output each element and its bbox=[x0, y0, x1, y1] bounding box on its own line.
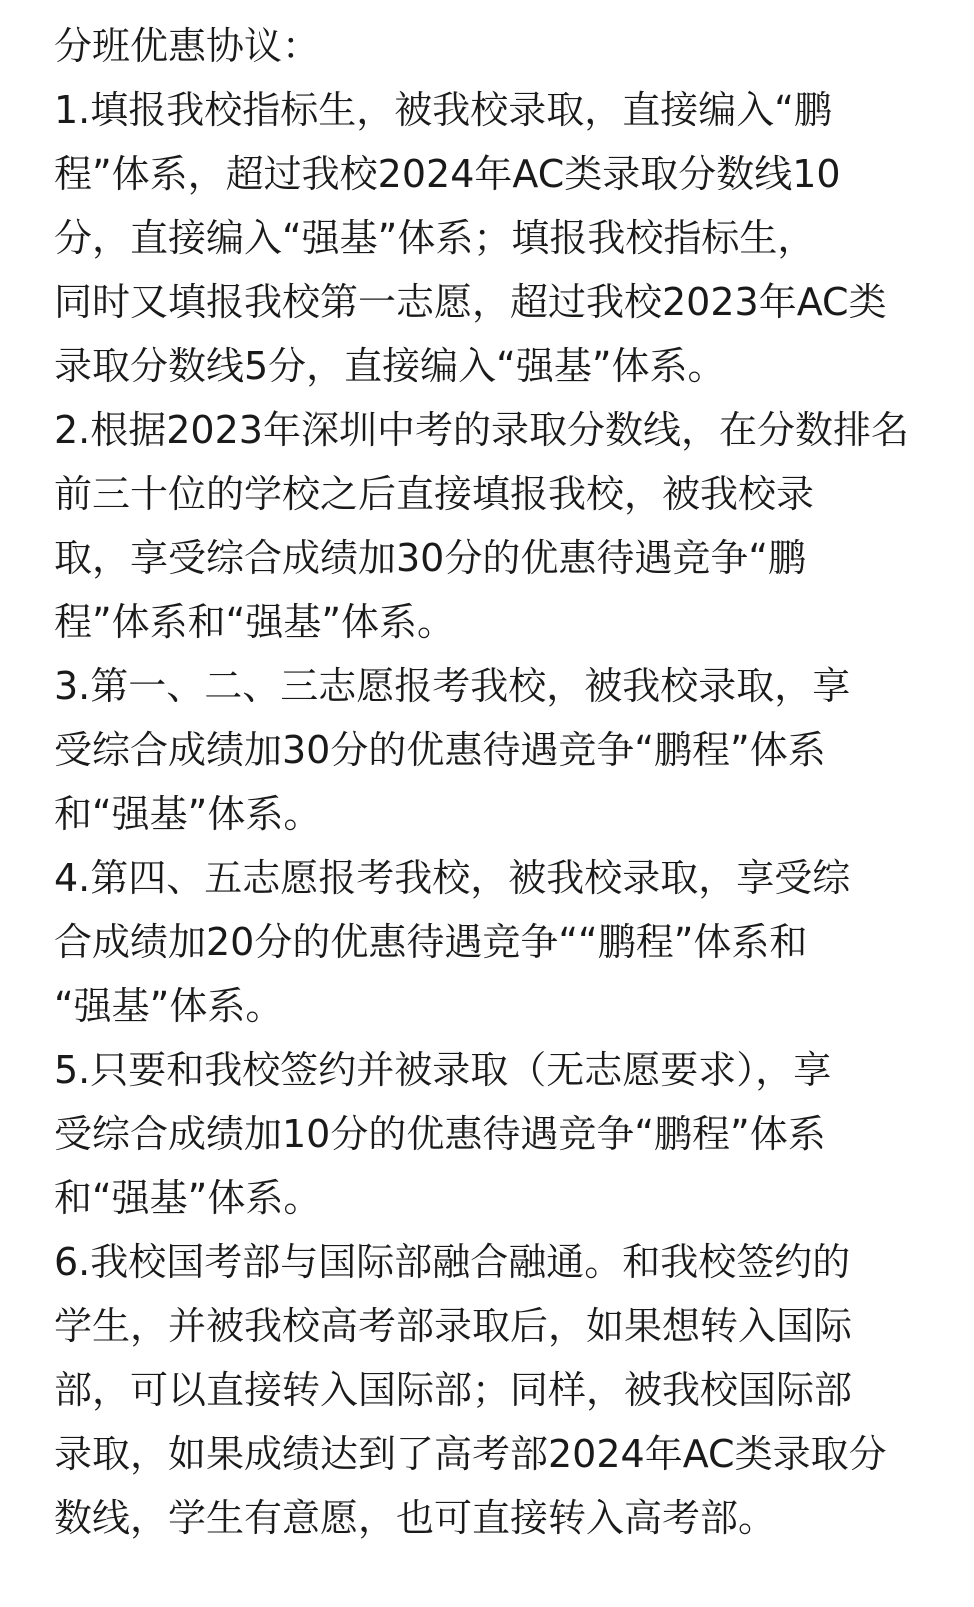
doc-line: 录取分数线5分，直接编入“强基”体系。 bbox=[54, 344, 726, 388]
doc-line: 录取，如果成绩达到了高考部2024年AC类录取分 bbox=[54, 1432, 887, 1476]
doc-line: 合成绩加20分的优惠待遇竞争““鹏程”体系和 bbox=[54, 920, 808, 964]
doc-line: 数线，学生有意愿，也可直接转入高考部。 bbox=[54, 1496, 777, 1540]
doc-line: 3.第一、二、三志愿报考我校，被我校录取，享 bbox=[54, 664, 851, 708]
doc-line: 受综合成绩加30分的优惠待遇竞争“鹏程”体系 bbox=[54, 728, 826, 772]
doc-line: 4.第四、五志愿报考我校，被我校录取，享受综 bbox=[54, 856, 851, 900]
doc-line: 5.只要和我校签约并被录取（无志愿要求），享 bbox=[54, 1048, 832, 1092]
doc-line: 和“强基”体系。 bbox=[54, 1176, 322, 1220]
doc-line: 同时又填报我校第一志愿，超过我校2023年AC类 bbox=[54, 280, 887, 324]
doc-line: 部，可以直接转入国际部；同样，被我校国际部 bbox=[54, 1368, 853, 1412]
doc-line: 学生，并被我校高考部录取后，如果想转入国际 bbox=[54, 1304, 853, 1348]
doc-heading: 分班优惠协议： bbox=[54, 24, 321, 68]
doc-line: 分，直接编入“强基”体系；填报我校指标生， bbox=[54, 216, 816, 260]
doc-line: 和“强基”体系。 bbox=[54, 792, 322, 836]
doc-line: 1.填报我校指标生，被我校录取，直接编入“鹏 bbox=[54, 88, 832, 132]
doc-line: 前三十位的学校之后直接填报我校，被我校录 bbox=[54, 472, 815, 516]
doc-line: 2.根据2023年深圳中考的录取分数线，在分数排名 bbox=[54, 408, 909, 452]
doc-line: 6.我校国考部与国际部融合融通。和我校签约的 bbox=[54, 1240, 851, 1284]
document-body bbox=[54, 14, 934, 1550]
doc-line: 取，享受综合成绩加30分的优惠待遇竞争“鹏 bbox=[54, 536, 807, 580]
doc-line: “强基”体系。 bbox=[54, 984, 284, 1028]
doc-line: 受综合成绩加10分的优惠待遇竞争“鹏程”体系 bbox=[54, 1112, 826, 1156]
doc-line: 程”体系和“强基”体系。 bbox=[54, 600, 456, 644]
doc-line: 程”体系，超过我校2024年AC类录取分数线10 bbox=[54, 152, 841, 196]
